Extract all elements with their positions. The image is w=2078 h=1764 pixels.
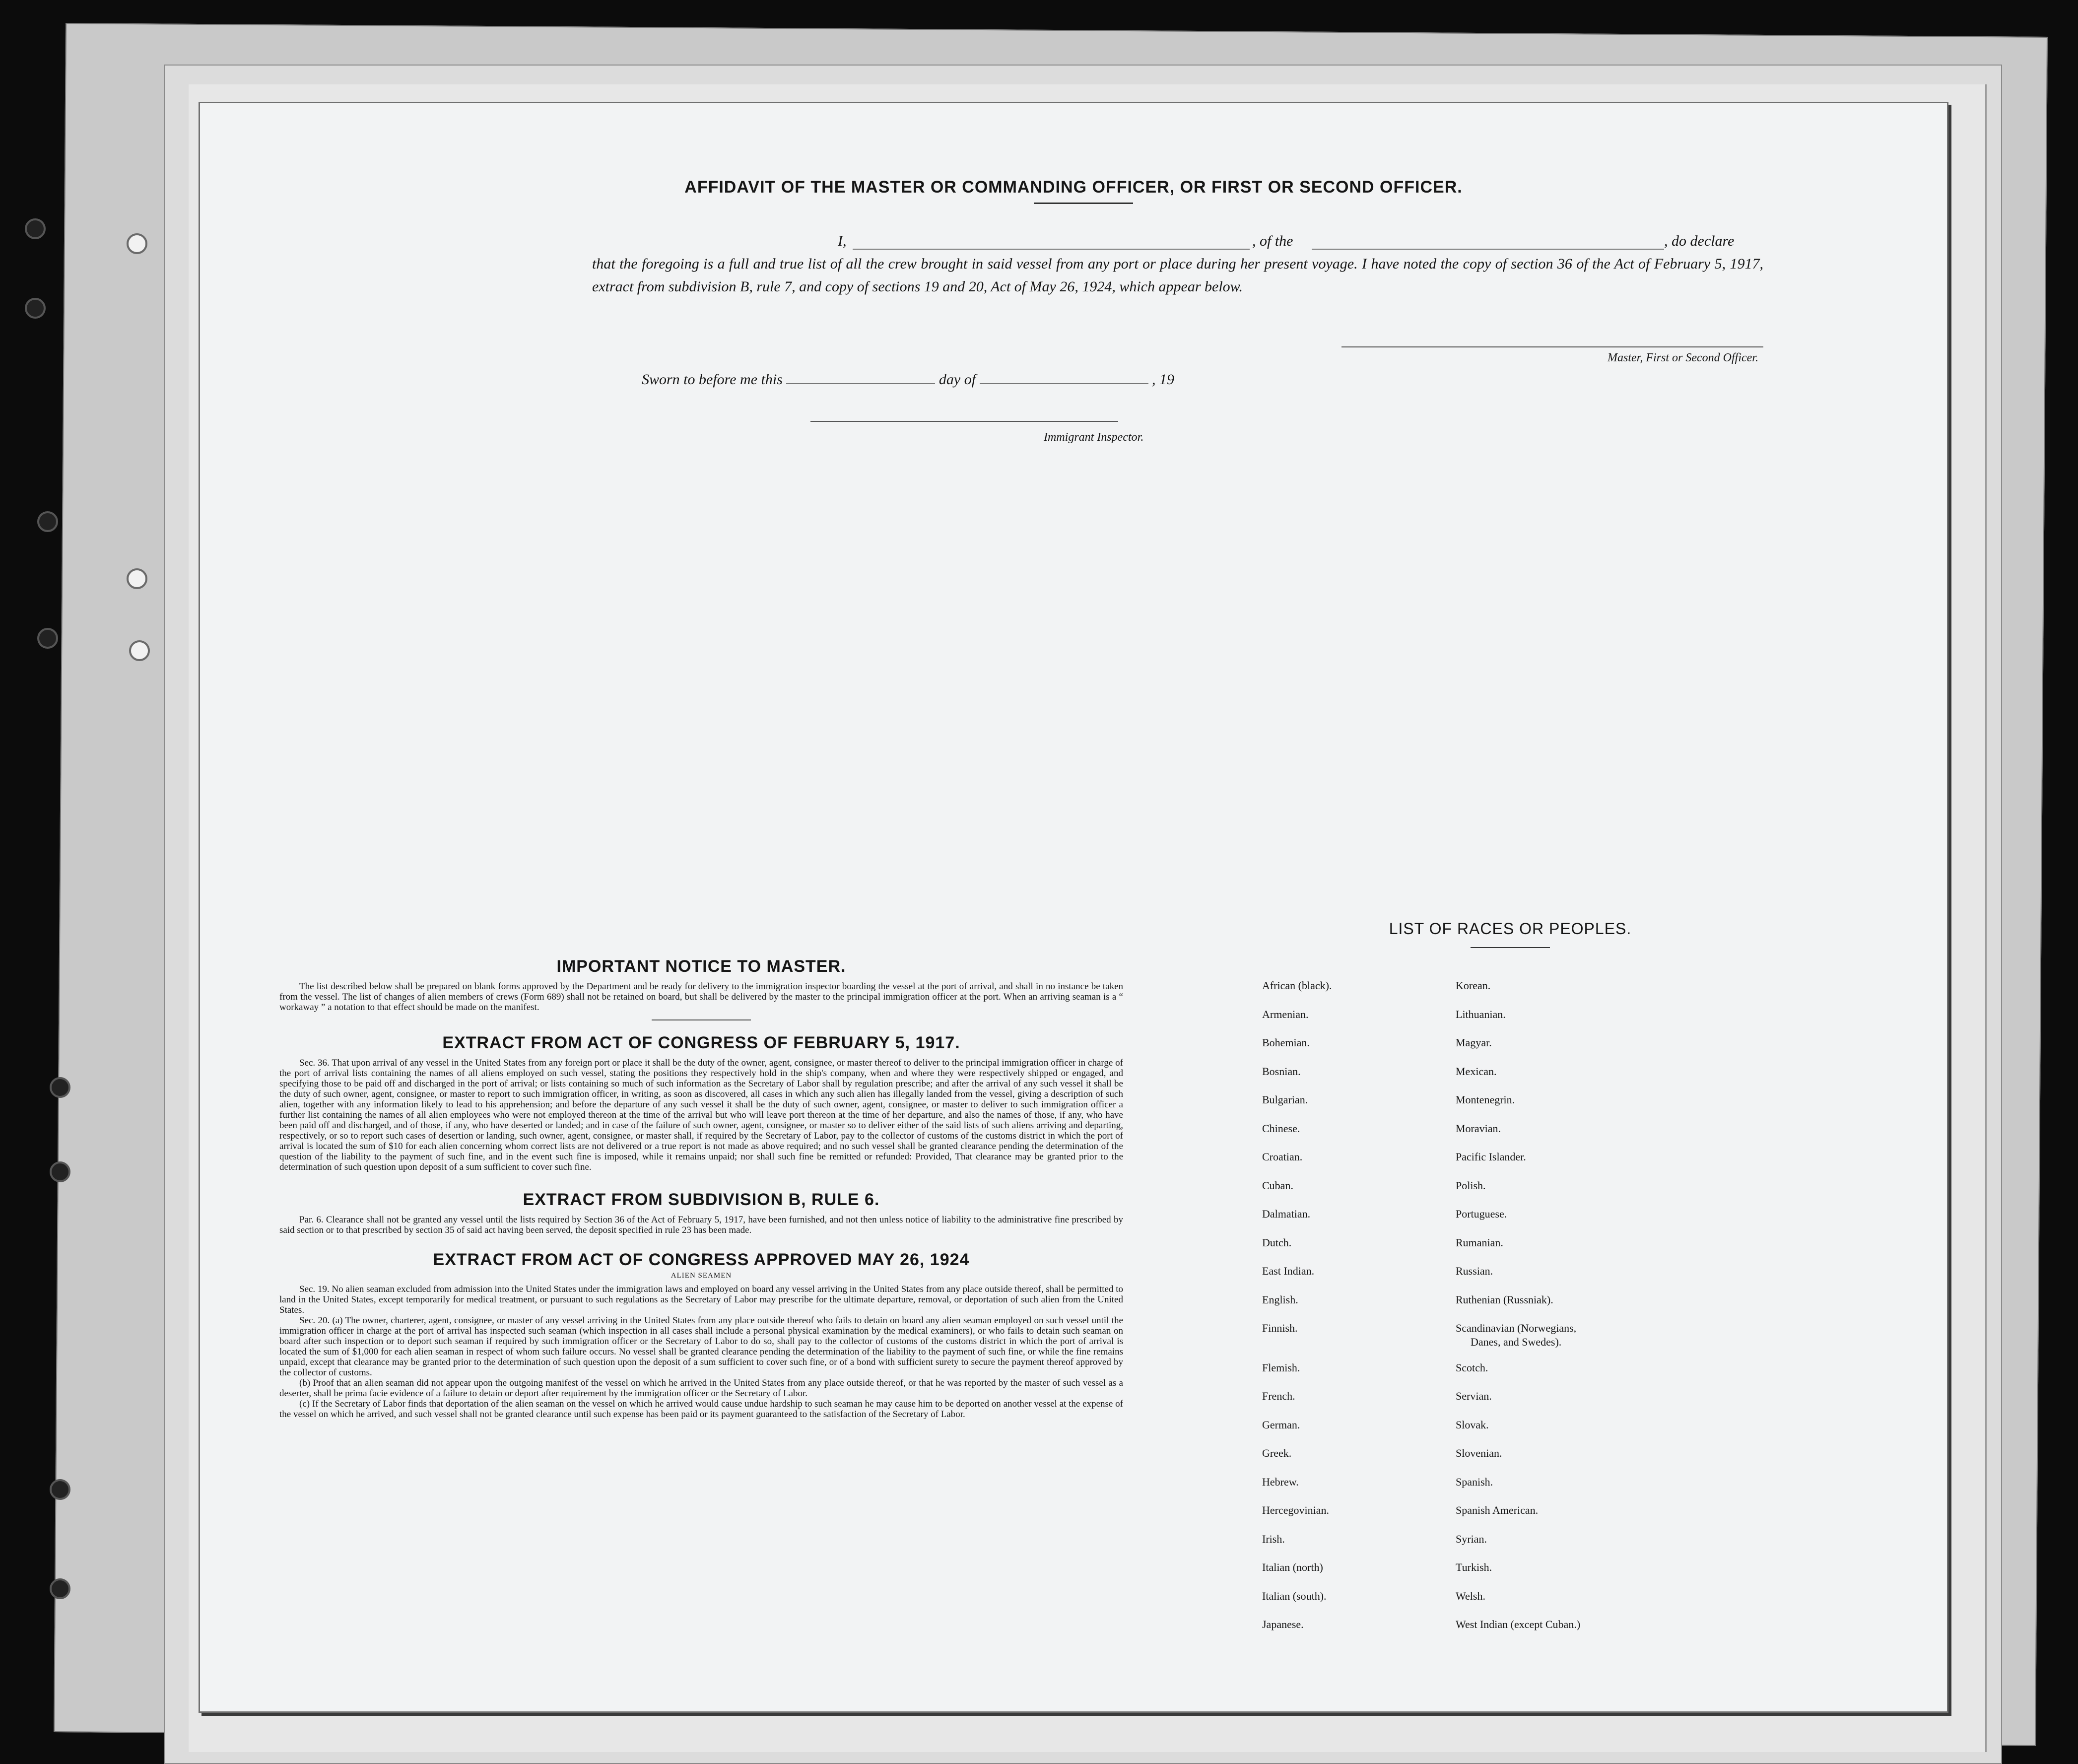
race-item-right: Rumanian.	[1456, 1236, 1503, 1249]
sworn-prefix: Sworn to before me this	[642, 371, 783, 388]
race-item-left: Greek.	[1262, 1447, 1292, 1459]
race-item-right-continuation: Danes, and Swedes).	[1471, 1336, 1562, 1348]
notice-column	[279, 957, 1123, 1420]
race-item-right: Turkish.	[1456, 1561, 1492, 1573]
affidavit-declaration	[592, 230, 1763, 298]
extract-1924-sec20b: (b) Proof that an alien seaman did not appear upon the outgoing manifest of the vessel on which he arrived in the United States from any place outside thereof, or that he was reported by the master of such vessel as a deserter, shall be prima facie evidence of a failure to detain or deport after requirement by the immigration officer or the Secretary of Labor.	[279, 1378, 1123, 1399]
race-item-right: Servian.	[1456, 1390, 1492, 1402]
sworn-line	[642, 371, 1174, 388]
race-item-right: Welsh.	[1456, 1589, 1485, 1602]
binder-hole	[25, 218, 46, 239]
binder-hole	[127, 568, 147, 589]
binder-hole	[50, 1077, 70, 1098]
sworn-month-blank[interactable]	[980, 371, 1148, 384]
master-signature-label: Master, First or Second Officer.	[1608, 351, 1758, 364]
inspector-label: Immigrant Inspector.	[1044, 431, 1144, 444]
race-item-left: Dalmatian.	[1262, 1208, 1311, 1220]
binder-hole	[127, 233, 147, 254]
sworn-day-label: day of	[938, 371, 976, 388]
affidavit-page	[199, 102, 1948, 1713]
vessel-blank[interactable]	[1312, 234, 1664, 250]
race-item-right: Slovenian.	[1456, 1447, 1502, 1459]
binder-hole	[129, 640, 150, 661]
binder-hole	[25, 298, 46, 319]
race-item-right: Spanish.	[1456, 1475, 1493, 1488]
declaration-end: , do declare	[1664, 233, 1735, 249]
declaration-of-the: , of the	[1252, 233, 1293, 249]
binder-hole	[50, 1161, 70, 1182]
race-item-right: Magyar.	[1456, 1036, 1492, 1049]
race-item-left: Flemish.	[1262, 1361, 1300, 1374]
race-item-right: Russian.	[1456, 1265, 1493, 1277]
notice-text: The list described below shall be prepared on blank forms approved by the Department and be ready for delivery to the immigration inspector boarding the vessel at the port of arrival, and shall in no instance be taken from the vessel. The list of changes of alien members of crews (Form 689) shall not be retained on board, but shall be delivered by the master to the principal immigration officer at the port. When an arriving seaman is a “ workaway ” a notation to that effect should be made on the manifest.	[279, 981, 1123, 1013]
race-item-right: Portuguese.	[1456, 1208, 1507, 1220]
race-item-right: West Indian (except Cuban.)	[1456, 1618, 1581, 1630]
races-title-rule	[1471, 947, 1550, 948]
sworn-year-label: , 19	[1152, 371, 1175, 388]
race-item-right: Slovak.	[1456, 1418, 1489, 1431]
race-item-right: Polish.	[1456, 1179, 1486, 1192]
race-item-left: Bulgarian.	[1262, 1093, 1308, 1106]
name-blank[interactable]	[853, 234, 1250, 250]
extract-1924-subtitle: ALIEN SEAMEN	[670, 1272, 732, 1280]
notice-title: IMPORTANT NOTICE TO MASTER.	[556, 957, 846, 976]
race-item-left: English.	[1262, 1293, 1298, 1306]
race-item-left: Hebrew.	[1262, 1475, 1299, 1488]
race-item-left: German.	[1262, 1418, 1300, 1431]
race-item-right: Mexican.	[1456, 1065, 1497, 1078]
race-item-right: Montenegrin.	[1456, 1093, 1515, 1106]
race-item-left: African (black).	[1262, 979, 1332, 992]
race-item-left: Bosnian.	[1262, 1065, 1301, 1078]
extract-1924-sec20c: (c) If the Secretary of Labor finds that deportation of the alien seaman on the vessel on which he arrived would cause undue hardship to such seaman he may cause him to be deported on another vessel at the expense of the vessel on which he arrived, and such vessel shall not be granted clearance until such expense has been paid or its payment guaranteed to the satisfaction of the Secretary of Labor.	[279, 1399, 1123, 1420]
binder-hole	[37, 511, 58, 532]
extract-1924-sec20a: Sec. 20. (a) The owner, charterer, agent, consignee, or master of any vessel arriving in the United States from any place outside thereof who fails to detain on board any alien seaman employed on such vessel until the immigration officer in charge at the port of arrival has inspected such seaman (which inspection in all cases shall include a personal physical examination by the medical examiners), or who fails to detain such seaman on board after such inspection or to deport such seaman if required by such immigration officer or the Secretary of Labor to do so, shall pay to the collector of customs of the customs district in which the port of arrival is located the sum of $1,000 for each alien seaman in respect of whom such failure occurs. No vessel shall be granted clearance pending the determination of the liability to the payment of such fine, or while the fine remains unpaid, except that clearance may be granted prior to the determination of such question upon the deposit of a sum sufficient to cover such fine, or of a bond with sufficient surety to secure the payment thereof approved by the collector of customs.	[279, 1315, 1123, 1378]
extract-1924-title: EXTRACT FROM ACT OF CONGRESS APPROVED MAY 26, 1924	[433, 1250, 970, 1269]
section-divider	[652, 1019, 751, 1020]
race-item-left: Chinese.	[1262, 1122, 1300, 1135]
race-item-left: Bohemian.	[1262, 1036, 1310, 1049]
race-item-left: Italian (north)	[1262, 1561, 1323, 1573]
binder-hole	[50, 1479, 70, 1500]
race-item-right: Syrian.	[1456, 1532, 1487, 1545]
race-item-right: Ruthenian (Russniak).	[1456, 1293, 1553, 1306]
declaration-line	[592, 230, 1763, 253]
race-item-left: Italian (south).	[1262, 1589, 1327, 1602]
races-title: LIST OF RACES OR PEOPLES.	[1389, 920, 1632, 938]
race-item-left: French.	[1262, 1390, 1295, 1402]
extract-1917-text: Sec. 36. That upon arrival of any vessel in the United States from any foreign port or place it shall be the duty of the owner, agent, consignee, or master thereof to deliver to the principal immigration officer in charge of the port of arrival lists containing the names of all aliens employed on such vessel, stating the positions they respectively hold in the ship's company, when and where they were respectively shipped or engaged, and specifying those to be paid off and discharged in the port of arrival; or lists containing so much of such information as the Secretary of Labor shall by regulation prescribe; and after the arrival of any such vessel it shall be the duty of such owner, agent, consignee, or master to report to such immigration officer, in writing, as soon as discovered, all cases in which any such alien has illegally landed from the vessel, giving a description of such alien, together with any information likely to lead to his apprehension; and before the departure of any such vessel it shall be the duty of such owner, agent, consignee, or master to deliver to such immigration officer a further list containing the names of all alien employees who were not employed thereon at the time of the arrival but who will leave port thereon at the time of her departure, and also the names of those, if any, who have been paid off and discharged, and of those, if any, who have deserted or landed; and in case of the failure of such owner, agent, consignee, or master so to deliver either of the said lists of such aliens arriving and departing, respectively, or so to report such cases of desertion or landing, such owner, agent, consignee, or master shall, if required by the Secretary of Labor, pay to the collector of customs of the customs district in which the port of arrival is located the sum of $10 for each alien concerning whom correct lists are not delivered or a true report is not made as above required; and no such vessel shall be granted clearance pending the determination of the question of the liability to the payment of such fine, and in the event such fine is imposed, while it remains unpaid; nor shall such fine be remitted or refunded: Provided, That clearance may be granted prior to the determination of such question upon deposit of a sum sufficient to cover such fine.	[279, 1058, 1123, 1172]
race-item-left: East Indian.	[1262, 1265, 1315, 1277]
race-item-left: Japanese.	[1262, 1618, 1304, 1630]
sworn-date-blank[interactable]	[786, 371, 935, 384]
inspector-signature-line[interactable]	[810, 421, 1118, 422]
extract-1924-sec19: Sec. 19. No alien seaman excluded from admission into the United States under the immigration laws and employed on board any vessel arriving in the United States from any place outside thereof, shall be permitted to land in the United States, except temporarily for medical treatment, or pursuant to such regulations as the Secretary of Labor may prescribe for the ultimate departure, removal, or deportation of such alien from the United States.	[279, 1284, 1123, 1315]
extract-rule6-title: EXTRACT FROM SUBDIVISION B, RULE 6.	[523, 1190, 880, 1209]
race-item-right: Scotch.	[1456, 1361, 1488, 1374]
race-item-right: Spanish American.	[1456, 1504, 1539, 1516]
master-signature-line[interactable]	[1341, 346, 1763, 347]
race-item-right: Korean.	[1456, 979, 1491, 992]
race-item-left: Dutch.	[1262, 1236, 1292, 1249]
race-item-left: Croatian.	[1262, 1151, 1303, 1163]
race-item-left: Cuban.	[1262, 1179, 1293, 1192]
extract-1917-title: EXTRACT FROM ACT OF CONGRESS OF FEBRUARY 5, 1917.	[442, 1033, 960, 1052]
race-item-right: Lithuanian.	[1456, 1008, 1506, 1020]
extract-rule6-text: Par. 6. Clearance shall not be granted any vessel until the lists required by Section 36 of the Act of February 5, 1917, have been furnished, and not then unless notice of liability to the administrative fine prescribed by said section or to that prescribed by section 35 of said act having been served, the deposit specified in rule 23 has been made.	[279, 1215, 1123, 1235]
race-item-left: Armenian.	[1262, 1008, 1309, 1020]
race-item-right: Moravian.	[1456, 1122, 1501, 1135]
title-rule	[1034, 203, 1133, 204]
declaration-body: that the foregoing is a full and true list of all the crew brought in said vessel from any port or place during her present voyage. I have noted the copy of section 36 of the Act of February 5, 1917, extract from subdivision B, rule 7, and copy of sections 19 and 20, Act of May 26, 1924, which appear below.	[592, 256, 1763, 295]
binder-hole	[50, 1578, 70, 1599]
binder-hole	[37, 628, 58, 649]
race-item-left: Finnish.	[1262, 1322, 1298, 1334]
race-item-left: Irish.	[1262, 1532, 1285, 1545]
race-item-right: Pacific Islander.	[1456, 1151, 1526, 1163]
affidavit-title: AFFIDAVIT OF THE MASTER OR COMMANDING OFFICER, OR FIRST OR SECOND OFFICER.	[684, 178, 1463, 197]
race-item-right: Scandinavian (Norwegians,	[1456, 1322, 1577, 1334]
declaration-prefix: I,	[838, 233, 847, 249]
race-item-left: Hercegovinian.	[1262, 1504, 1329, 1516]
